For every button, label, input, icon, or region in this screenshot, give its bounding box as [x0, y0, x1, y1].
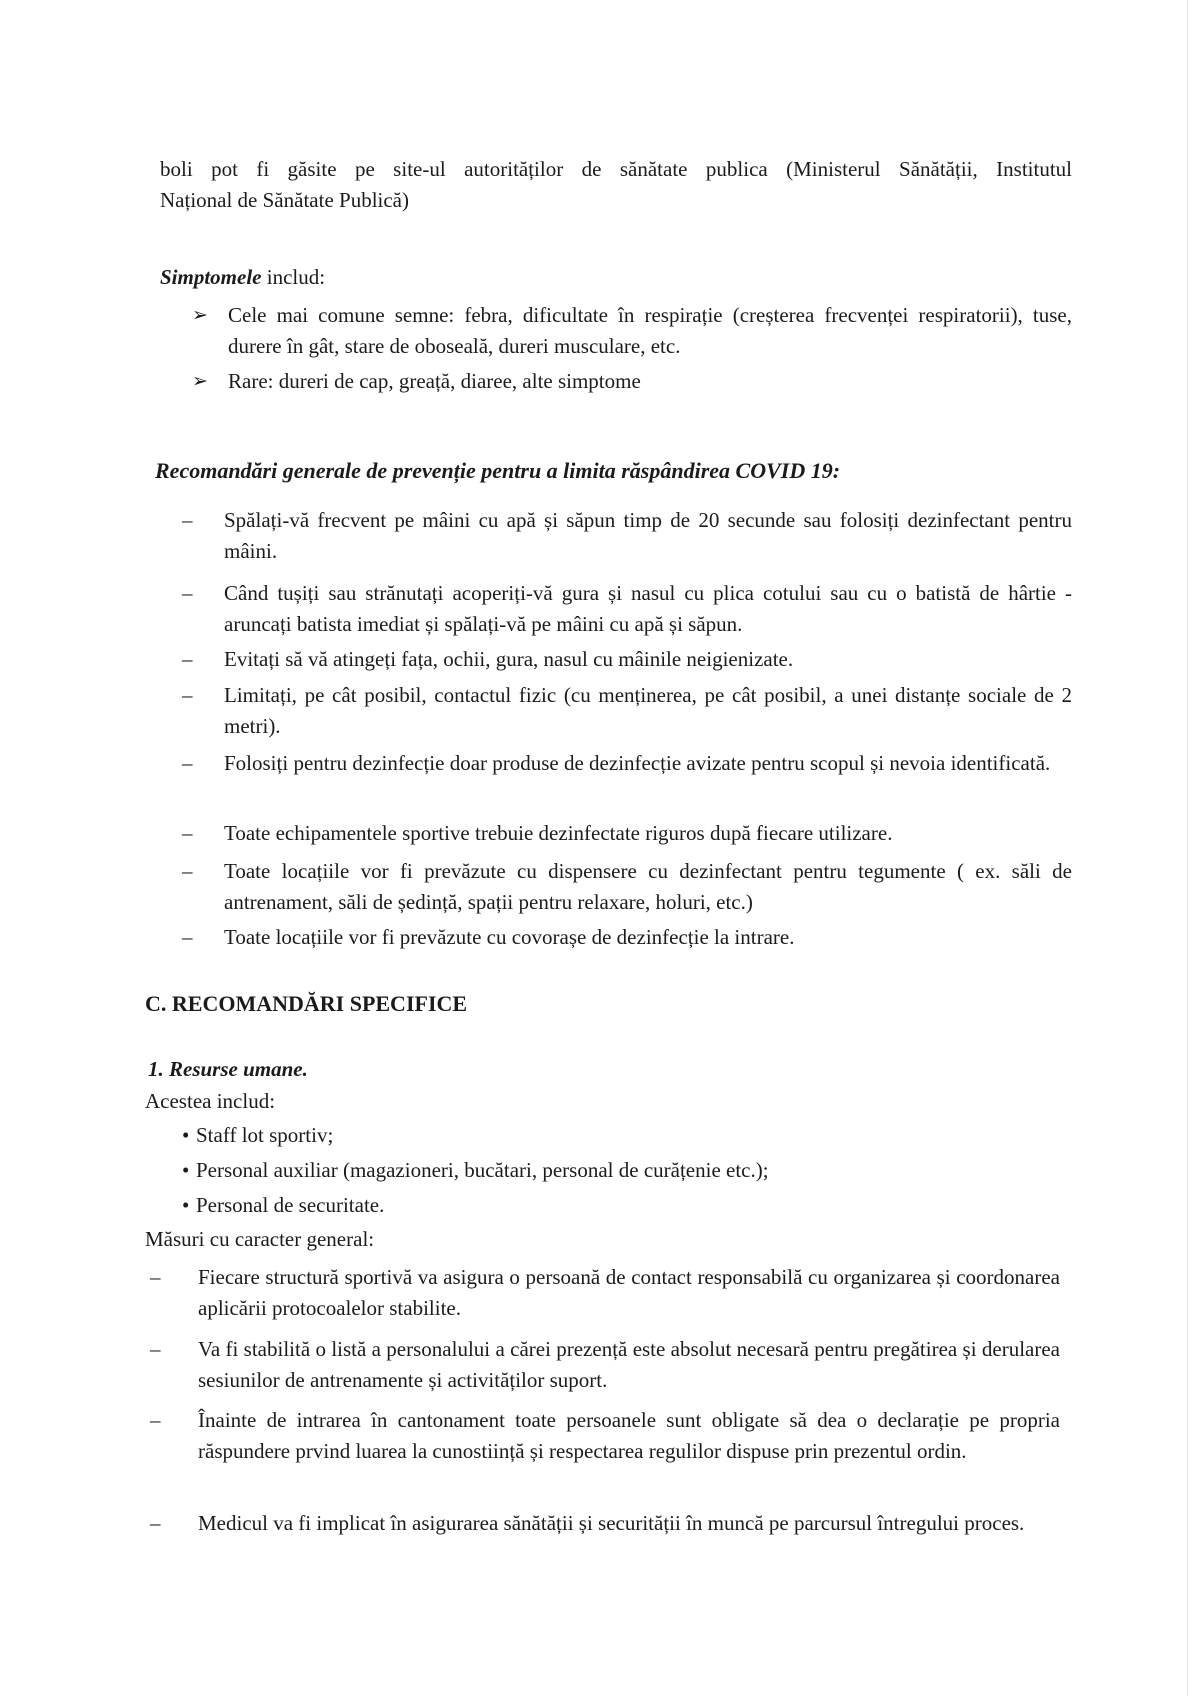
- recommendation-text: Folosiți pentru dezinfecție doar produse de dezinfecție avizate pentru scopul și nevoia identificată.: [224, 751, 1051, 775]
- resource-bullet-item: [182, 1155, 982, 1186]
- dash-bullet-icon: –: [182, 508, 193, 532]
- recommendation-text: Spălați-vă frecvent pe mâini cu apă și săpun timp de 20 secunde sau folosiți dezinfectant pentru mâini.: [224, 508, 1072, 563]
- recommendations-heading: Recomandări generale de prevenție pentru a limita răspândirea COVID 19:: [155, 458, 841, 483]
- symptom-item: [192, 366, 1072, 398]
- dash-bullet-icon: –: [150, 1408, 161, 1432]
- symptoms-heading: [160, 262, 325, 293]
- dash-bullet-icon: –: [182, 859, 193, 883]
- recommendation-item: [182, 644, 1072, 675]
- section-c-title: C. RECOMANDĂRI SPECIFICE: [145, 991, 468, 1016]
- scan-edge-line: [1187, 0, 1188, 1696]
- recommendation-item: [182, 856, 1072, 918]
- measure-item: [150, 1508, 1060, 1570]
- resources-includes-label: Acestea includ:: [145, 1089, 276, 1113]
- measure-text: Va fi stabilită o listă a personalului a cărei prezență este absolut necesară pentru pregătirea și derularea sesiunilor de antrenamente și activităților suport.: [198, 1337, 1060, 1392]
- arrow-bullet-icon: ➢: [192, 305, 208, 326]
- dash-bullet-icon: –: [150, 1511, 161, 1535]
- measure-item: [150, 1334, 1060, 1396]
- resource-bullet-item: [182, 1120, 882, 1151]
- resource-bullet-text: Personal auxiliar (magazioneri, bucătari, personal de curățenie etc.);: [196, 1158, 769, 1182]
- resource-bullet-text: Staff lot sportiv;: [196, 1123, 334, 1147]
- dash-bullet-icon: –: [182, 647, 193, 671]
- measure-text: Înainte de intrarea în cantonament toate persoanele sunt obligate să dea o declarație pe propria răspundere prvind luarea la cunostiință și respectarea regulilor dispuse prin prezentul ordin.: [198, 1408, 1060, 1463]
- symptoms-heading-rest: includ:: [261, 265, 326, 289]
- dot-bullet-icon: •: [182, 1123, 190, 1147]
- measure-item: [150, 1262, 1060, 1324]
- dash-bullet-icon: –: [150, 1265, 161, 1289]
- measure-text: Medicul va fi implicat în asigurarea sănătății și securității în muncă pe parcursul întregului proces.: [198, 1511, 1025, 1535]
- dot-bullet-icon: •: [182, 1193, 190, 1217]
- symptom-item: [192, 300, 1072, 364]
- resource-bullet-text: Personal de securitate.: [196, 1193, 385, 1217]
- recommendation-text: Când tușiți sau strănutați acoperiți-vă gura și nasul cu plica cotului sau cu o batistă de hârtie - aruncați batista imediat și spălați-vă pe mâini cu apă și săpun.: [224, 581, 1072, 636]
- recommendation-text: Limitați, pe cât posibil, contactul fizic (cu menținerea, pe cât posibil, a unei distanțe sociale de 2 metri).: [224, 683, 1072, 738]
- recommendation-item: [182, 922, 1072, 953]
- dot-bullet-icon: •: [182, 1158, 190, 1182]
- intro-paragraph: [160, 154, 1072, 216]
- dash-bullet-icon: –: [182, 751, 193, 775]
- dash-bullet-icon: –: [182, 925, 193, 949]
- recommendation-text: Toate echipamentele sportive trebuie dezinfectate riguros după fiecare utilizare.: [224, 821, 893, 845]
- recommendation-item: [182, 818, 1072, 849]
- intro-line-1: boli pot fi găsite pe site-ul autorităților de sănătate publica (Ministerul Sănătății, Institutul: [160, 157, 1072, 181]
- recommendation-item: [182, 748, 1072, 810]
- dash-bullet-icon: –: [182, 683, 193, 707]
- recommendation-item: [182, 505, 1072, 567]
- measure-item: [150, 1405, 1060, 1498]
- recommendation-text: Evitați să vă atingeți fața, ochii, gura, nasul cu mâinile neigienizate.: [224, 647, 794, 671]
- recommendation-item: [182, 578, 1072, 640]
- dash-bullet-icon: –: [182, 581, 193, 605]
- measure-text: Fiecare structură sportivă va asigura o persoană de contact responsabilă cu organizarea și coordonarea aplicării protocoalelor stabilite.: [198, 1265, 1060, 1320]
- general-measures-label: Măsuri cu caracter general:: [145, 1227, 375, 1251]
- intro-line-2: Național de Sănătate Publică): [160, 188, 409, 212]
- recommendation-item: [182, 680, 1072, 742]
- symptoms-heading-bold: Simptomele: [160, 265, 262, 289]
- recommendation-text: Toate locațiile vor fi prevăzute cu dispensere cu dezinfectant pentru tegumente ( ex. săli de antrenament, săli de ședință, spații pentru relaxare, holuri, etc.): [224, 859, 1072, 914]
- dash-bullet-icon: –: [150, 1337, 161, 1361]
- resource-bullet-item: [182, 1190, 882, 1221]
- resources-heading: 1. Resurse umane.: [148, 1057, 308, 1081]
- recommendation-text: Toate locațiile vor fi prevăzute cu covorașe de dezinfecție la intrare.: [224, 925, 795, 949]
- dash-bullet-icon: –: [182, 821, 193, 845]
- symptom-item-text: Rare: dureri de cap, greață, diaree, alte simptome: [228, 369, 641, 393]
- arrow-bullet-icon: ➢: [192, 371, 208, 392]
- symptom-item-text: Cele mai comune semne: febra, dificultate în respirație (creșterea frecvenței respiratorii), tuse, durere în gât, stare de oboseală, dureri musculare, etc.: [228, 303, 1072, 358]
